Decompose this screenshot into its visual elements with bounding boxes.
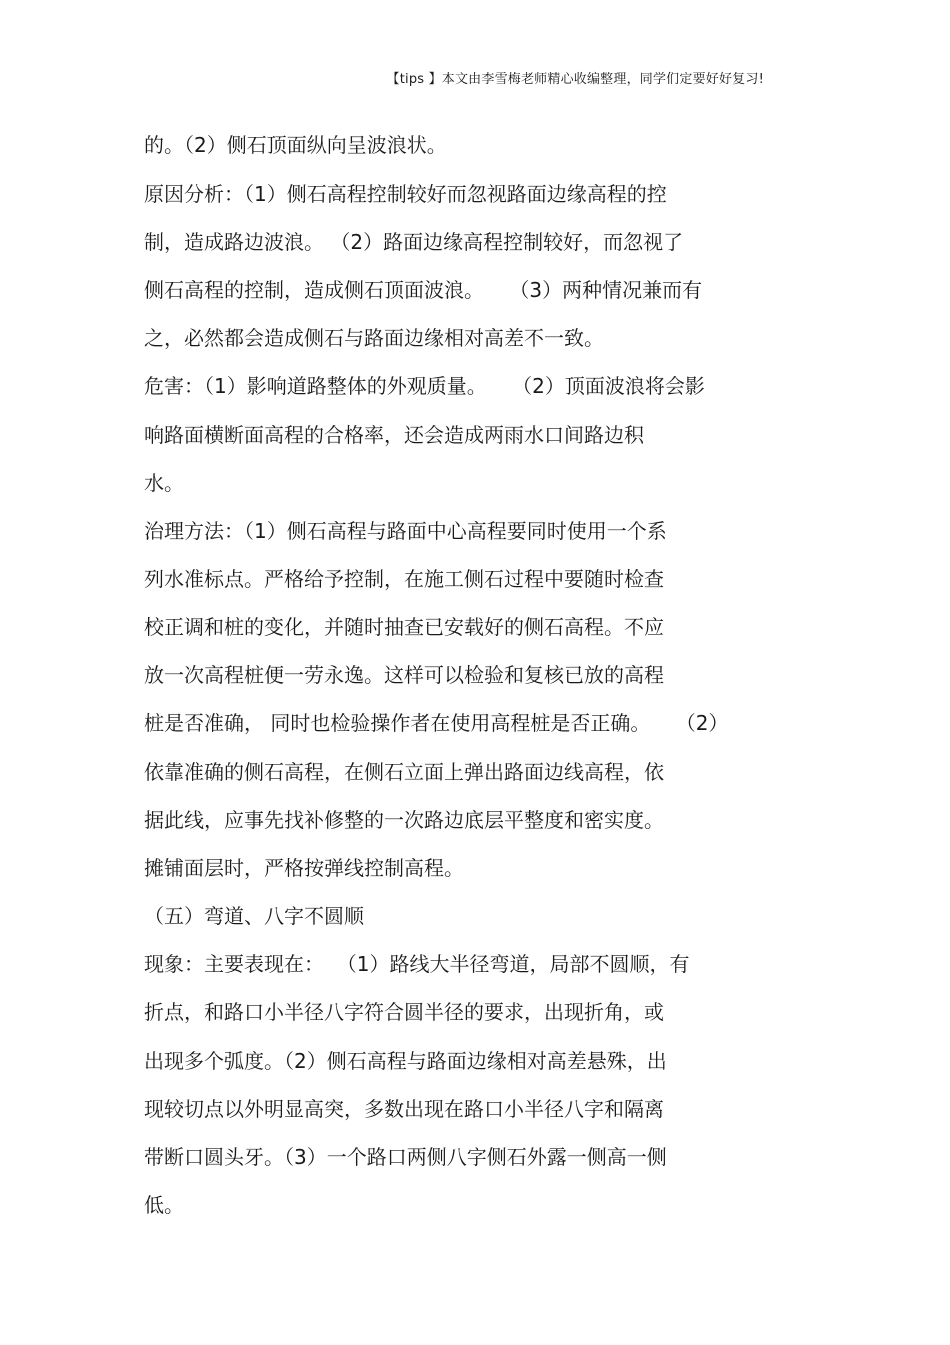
text-line: 响路面横断面高程的合格率，还会造成两雨水口间路边积 <box>144 423 644 447</box>
section-heading: （五）弯道、八字不圆顺 <box>144 904 364 928</box>
text-line: 据此线，应事先找补修整的一次路边底层平整度和密实度。 <box>144 808 664 832</box>
text-line: 原因分析：（1）侧石高程控制较好而忽视路面边缘高程的控 <box>144 182 667 206</box>
text-line: 带断口圆头牙。（3）一个路口两侧八字侧石外露一侧高一侧 <box>144 1145 667 1169</box>
text-line: 水。 <box>144 471 184 495</box>
text-line: 治理方法：（1）侧石高程与路面中心高程要同时使用一个系 <box>144 519 667 543</box>
text-line: 侧石高程的控制，造成侧石顶面波浪。 （3）两种情况兼而有 <box>144 278 703 302</box>
text-line: 之，必然都会造成侧石与路面边缘相对高差不一致。 <box>144 326 604 350</box>
text-line: 折点，和路口小半径八字符合圆半径的要求，出现折角，或 <box>144 1000 664 1024</box>
text-line: 校正调和桩的变化，并随时抽查已安载好的侧石高程。不应 <box>144 615 664 639</box>
text-line: 摊铺面层时，严格按弹线控制高程。 <box>144 856 464 880</box>
text-line: 出现多个弧度。（2）侧石高程与路面边缘相对高差悬殊，出 <box>144 1049 667 1073</box>
text-line: 放一次高程桩便一劳永逸。这样可以检验和复核已放的高程 <box>144 663 664 687</box>
text-line: 依靠准确的侧石高程，在侧石立面上弹出路面边线高程，依 <box>144 760 664 784</box>
text-line: 低。 <box>144 1193 184 1217</box>
text-line: 列水准标点。严格给予控制，在施工侧石过程中要随时检查 <box>144 567 664 591</box>
header-tip: 【tips 】本文由李雪梅老师精心收编整理，同学们定要好好复习! <box>386 72 764 87</box>
text-line: 制，造成路边波浪。 （2）路面边缘高程控制较好，而忽视了 <box>144 230 684 254</box>
text-line: 的。（2）侧石顶面纵向呈波浪状。 <box>144 133 447 157</box>
text-line: 危害：（1）影响道路整体的外观质量。 （2）顶面波浪将会影 <box>144 374 705 398</box>
text-line: 现较切点以外明显高突，多数出现在路口小半径八字和隔离 <box>144 1097 664 1121</box>
text-line: 桩是否准确， 同时也检验操作者在使用高程桩是否正确。 （2） <box>144 711 729 735</box>
text-line: 现象：主要表现在： （1）路线大半径弯道，局部不圆顺，有 <box>144 952 690 976</box>
